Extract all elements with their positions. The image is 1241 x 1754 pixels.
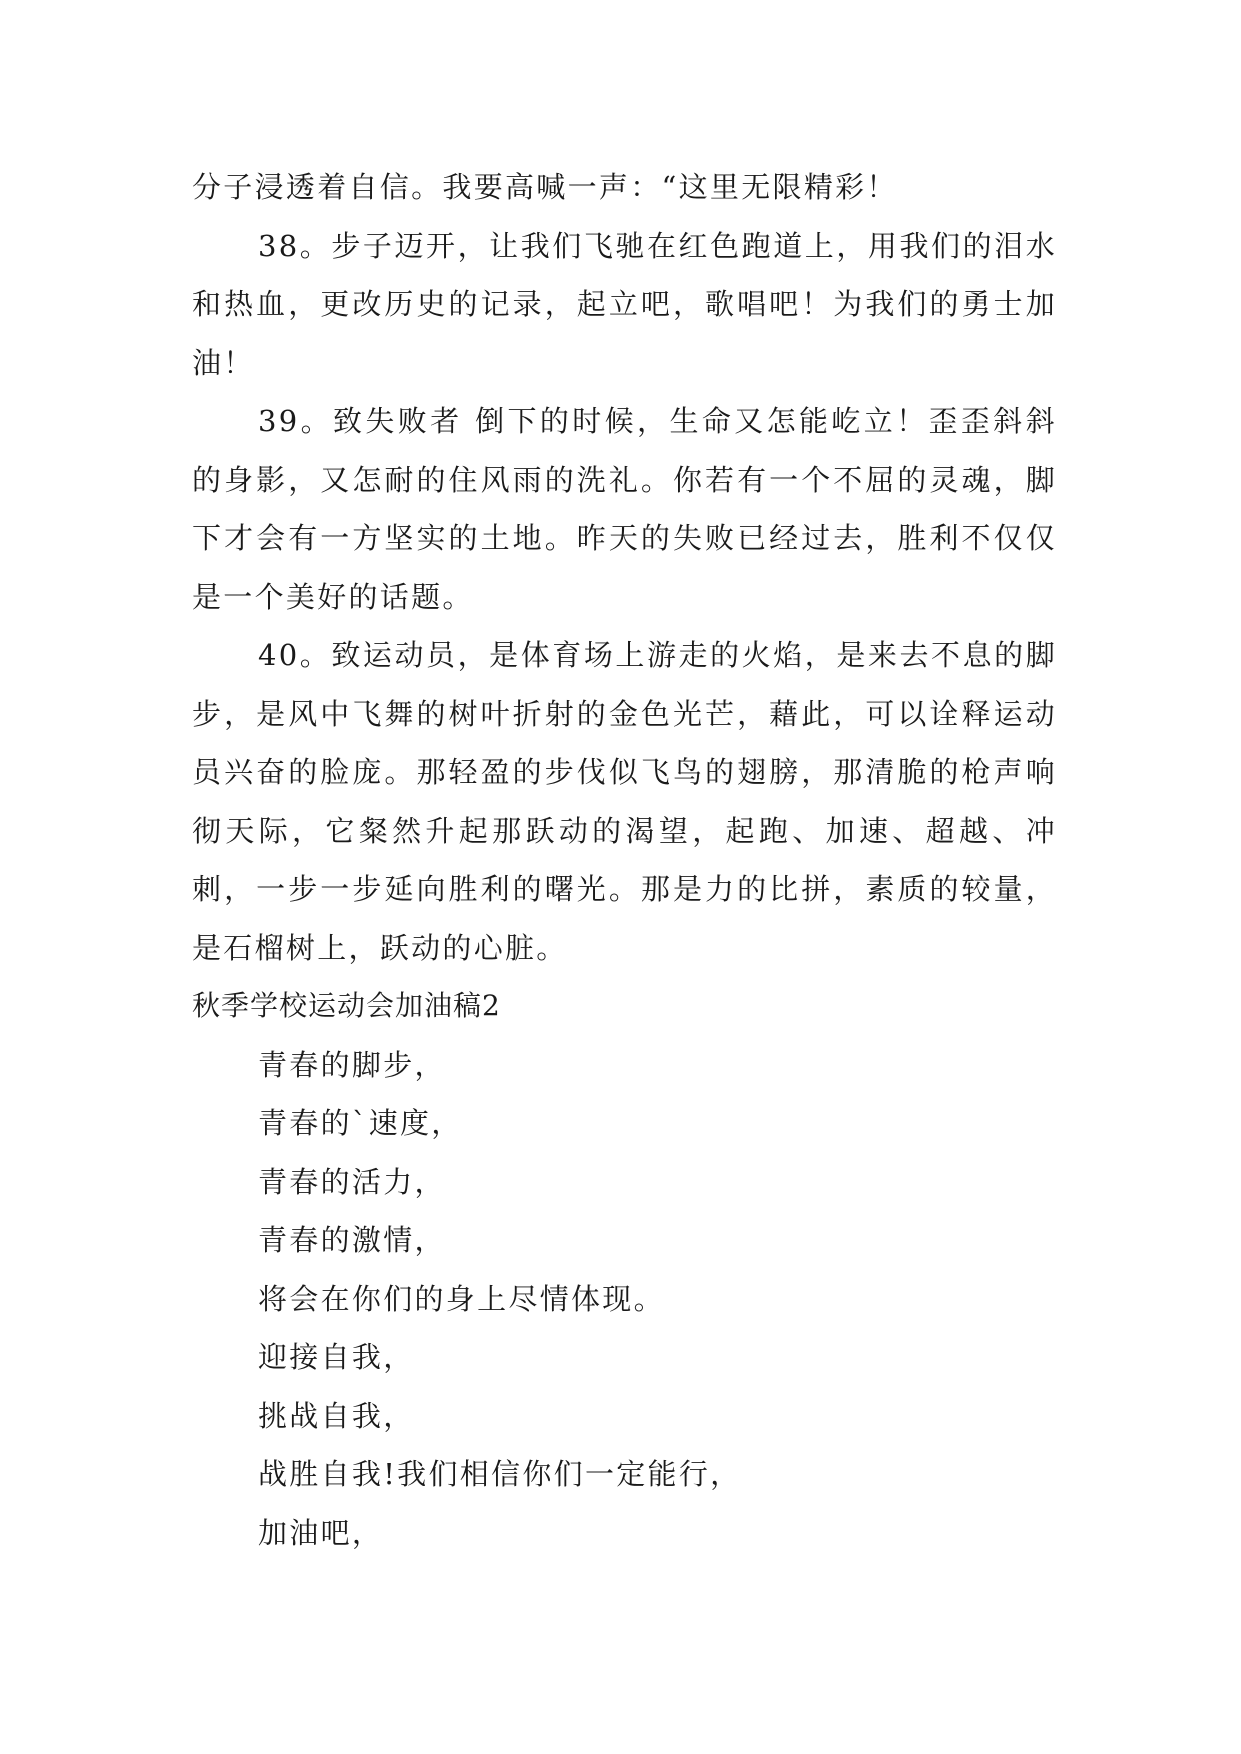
verse-line: 迎接自我， [258, 1340, 415, 1374]
paragraph-38: 38。步子迈开，让我们飞驰在红色跑道上，用我们的泪水和热血，更改历史的记录，起立吧，歌唱吧！为我们的勇士加油！ [192, 228, 1057, 380]
section-title: 秋季学校运动会加油稿2 [192, 989, 501, 1022]
document-body [192, 158, 1057, 1562]
continuation-paragraph: 分子浸透着自信。我要高喊一声：“这里无限精彩！ [192, 170, 898, 204]
verse-line: 青春的`速度， [258, 1106, 463, 1140]
paragraph-40: 40。致运动员，是体育场上游走的火焰，是来去不息的脚步，是风中飞舞的树叶折射的金色光芒，藉此，可以诠释运动员兴奋的脸庞。那轻盈的步伐似飞鸟的翅膀，那清脆的枪声响彻天际，它粲然升起那跃动的渴望，起跑、加速、超越、冲刺，一步一步延向胜利的曙光。那是力的比拼，素质的较量，是石榴树上，跃动的心脏。 [192, 638, 1057, 965]
verse-line: 青春的激情， [258, 1223, 446, 1257]
verse-line: 挑战自我， [258, 1398, 415, 1433]
verse-line: 青春的脚步， [258, 1047, 446, 1082]
verse-line: 青春的活力， [258, 1164, 446, 1199]
verse-line: 加油吧， [258, 1515, 384, 1550]
verse-line: 将会在你们的身上尽情体现。 [258, 1281, 665, 1316]
paragraph-39: 39。致失败者 倒下的时候，生命又怎能屹立！歪歪斜斜的身影，又怎耐的住风雨的洗礼。你若有一个不屈的灵魂，脚下才会有一方坚实的土地。昨天的失败已经过去，胜利不仅仅是一个美好的话题。 [192, 404, 1057, 614]
verse-line: 战胜自我!我们相信你们一定能行， [258, 1457, 742, 1491]
